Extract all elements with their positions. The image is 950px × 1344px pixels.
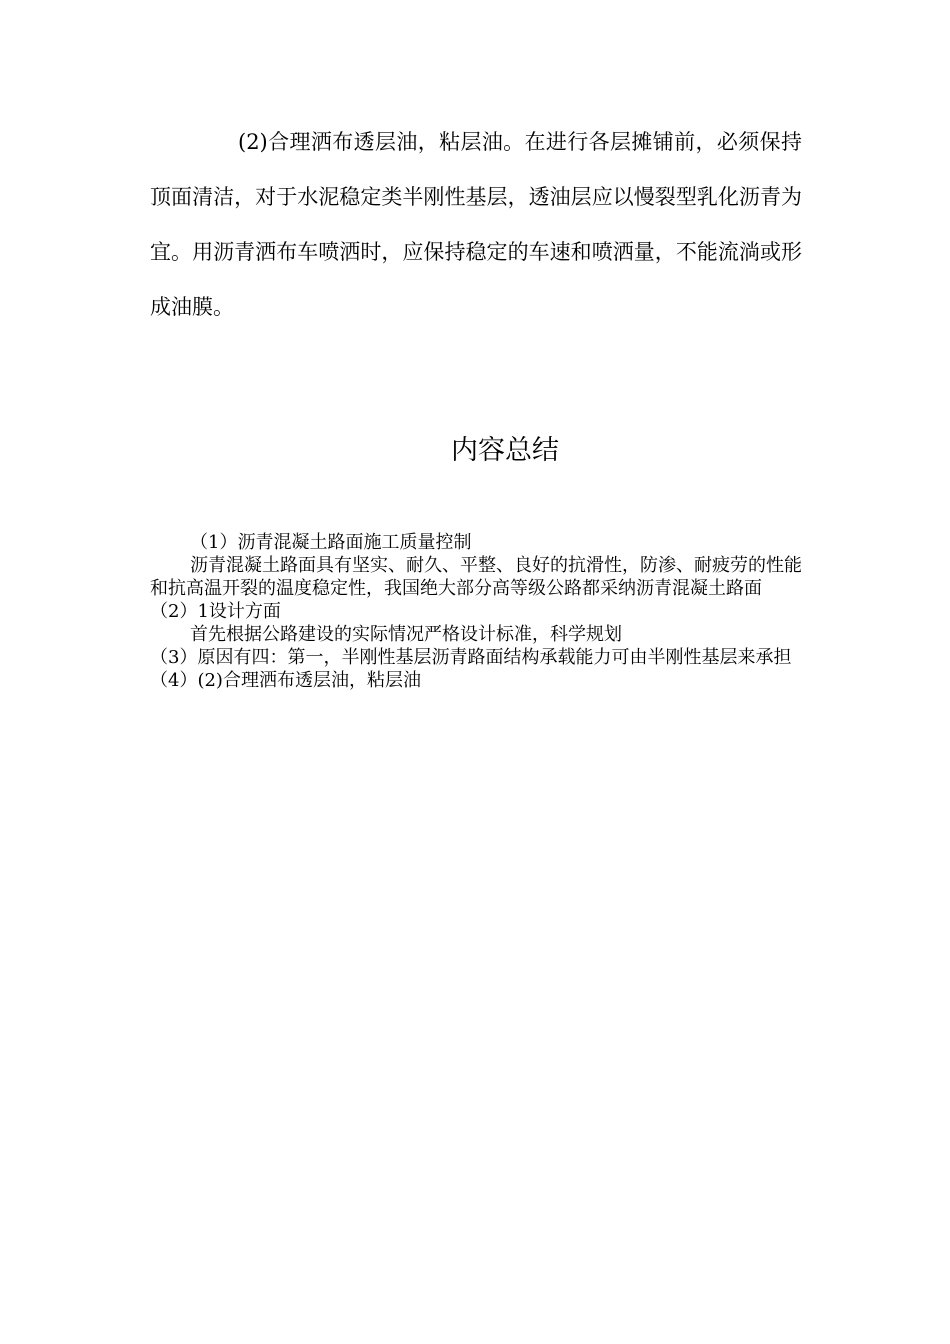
summary-line-4: 首先根据公路建设的实际情况严格设计标准，科学规划	[190, 624, 622, 645]
summary-line-6: （4）(2)合理洒布透层油，粘层油	[150, 670, 421, 691]
summary-line-2: 沥青混凝土路面具有坚实、耐久、平整、良好的抗滑性，防渗、耐疲劳的性能和抗高温开裂的温度稳定性，我国绝大部分高等级公路都采纳沥青混凝土路面	[150, 555, 802, 599]
body-paragraph: (2)合理洒布透层油，粘层油。在进行各层摊铺前，必须保持顶面清洁，对于水泥稳定类半刚性基层，透油层应以慢裂型乳化沥青为宜。用沥青洒布车喷洒时，应保持稳定的车速和喷洒量，不能流淌或形成油膜。	[150, 130, 802, 319]
summary-line-1: （1）沥青混凝土路面施工质量控制	[190, 532, 472, 553]
summary-line-5: （3）原因有四：第一，半刚性基层沥青路面结构承载能力可由半刚性基层来承担	[150, 647, 792, 668]
summary-title: 内容总结	[451, 435, 559, 466]
summary-section	[150, 531, 802, 692]
summary-line-3: （2）1设计方面	[150, 601, 281, 622]
